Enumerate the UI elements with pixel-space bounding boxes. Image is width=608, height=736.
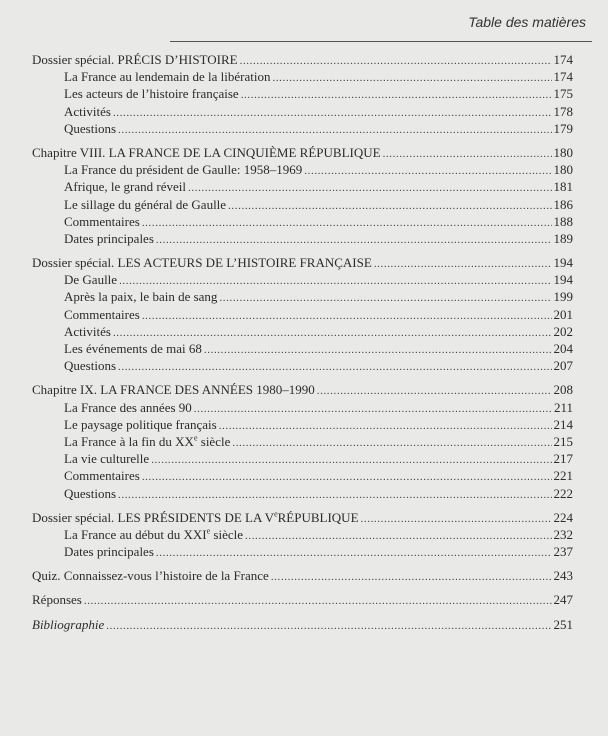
entry-title-text: La France au début du XXI: [64, 526, 207, 542]
entry-title-text: Activités: [64, 323, 111, 339]
entry-title-text: Dates principales: [64, 544, 154, 560]
entry-title-text: Questions: [64, 358, 116, 374]
page-number: 199: [553, 289, 573, 305]
table-of-contents: [32, 51, 573, 640]
toc-entry: [32, 591, 573, 608]
entry-title: [64, 450, 149, 467]
dot-leader: [156, 545, 552, 562]
entry-title: [64, 288, 217, 305]
toc-section: [32, 591, 573, 608]
dot-leader: [142, 215, 552, 232]
dot-leader: [272, 70, 551, 87]
entry-title-text: Commentaires: [64, 306, 140, 322]
toc-subentry: [32, 416, 573, 433]
dot-leader: [151, 452, 551, 469]
entry-title-text: Le sillage du général de Gaulle: [64, 196, 227, 212]
dot-leader: [383, 146, 552, 163]
entry-title: [64, 68, 270, 85]
entry-title-text: Chapitre VIII. LA FRANCE DE LA CINQUIÈME RÉPUBLIQUE: [32, 144, 381, 160]
entry-title: [64, 103, 111, 120]
page-number: 174: [553, 69, 573, 85]
page-number: 194: [553, 255, 573, 271]
entry-title-text: Dossier spécial. PRÉCIS D’HISTOIRE: [32, 52, 238, 67]
dot-leader: [219, 290, 551, 307]
toc-subentry: [32, 450, 573, 467]
entry-title: [64, 357, 116, 374]
entry-title-text: Dossier spécial. LES PRÉSIDENTS DE LA V: [32, 509, 275, 525]
toc-section: [32, 567, 573, 584]
entry-title-text: Le paysage politique français: [64, 416, 217, 432]
entry-title-text: La vie culturelle: [64, 451, 150, 467]
page-number: 174: [553, 52, 573, 67]
dot-leader: [240, 53, 552, 70]
dot-leader: [241, 87, 552, 104]
entry-title: [32, 381, 315, 398]
entry-title-text: De Gaulle: [64, 272, 118, 288]
dot-leader: [118, 359, 552, 376]
entry-title-suffix: siècle: [210, 526, 243, 542]
entry-title: [32, 144, 381, 161]
page-number: 180: [553, 162, 573, 178]
entry-title: [64, 213, 140, 230]
toc-subentry: [32, 213, 573, 230]
entry-title-text: Les événements de mai 68: [64, 341, 202, 356]
entry-title-text: Dossier spécial. LES ACTEURS DE L’HISTOIRE FRANÇAISE: [32, 255, 372, 271]
entry-title-text: Les acteurs de l’histoire française: [64, 86, 239, 102]
toc-subentry: [32, 230, 573, 247]
toc-subentry: [32, 306, 573, 323]
toc-subentry: [32, 196, 573, 213]
entry-title: [64, 433, 230, 450]
entry-title-text: Après la paix, le bain de sang: [64, 289, 218, 305]
toc-section: [32, 51, 573, 137]
page-number: 186: [553, 196, 573, 212]
page-number: 208: [553, 382, 573, 398]
entry-title-text: La France des années 90: [64, 399, 192, 415]
dot-leader: [219, 418, 552, 435]
toc-entry: [32, 144, 573, 161]
toc-entry: [32, 509, 573, 526]
toc-entry: [32, 616, 573, 633]
page-number: 215: [553, 433, 573, 449]
toc-subentry: [32, 323, 573, 340]
toc-entry: [32, 381, 573, 398]
entry-title: [64, 543, 154, 560]
entry-title: [64, 526, 243, 543]
entry-title: [64, 161, 302, 178]
header-rule: [170, 41, 592, 42]
page-number: 189: [553, 230, 573, 246]
toc-section: [32, 616, 573, 633]
toc-subentry: [32, 68, 573, 85]
toc-subentry: [32, 103, 573, 120]
dot-leader: [232, 435, 551, 452]
dot-leader: [113, 105, 552, 122]
page-number: 222: [553, 485, 573, 501]
entry-title-text: Bibliographie: [32, 616, 105, 632]
dot-leader: [118, 122, 552, 139]
page-number: 201: [553, 306, 573, 322]
dot-leader: [361, 511, 552, 528]
entry-title: [64, 467, 140, 484]
superscript: e: [193, 433, 198, 443]
dot-leader: [156, 232, 552, 249]
toc-section: [32, 144, 573, 247]
page-number: 181: [553, 179, 573, 195]
toc-subentry: [32, 178, 573, 195]
entry-title: [64, 120, 116, 137]
toc-subentry: [32, 85, 573, 102]
page-number: 207: [553, 358, 573, 374]
page-number: 221: [553, 468, 573, 484]
toc-section: [32, 509, 573, 561]
toc-subentry: [32, 340, 573, 357]
entry-title-text: Chapitre IX. LA FRANCE DES ANNÉES 1980–1990: [32, 382, 315, 398]
dot-leader: [142, 469, 552, 486]
page-number: 232: [553, 526, 573, 542]
toc-subentry: [32, 526, 573, 543]
page-number: 224: [553, 509, 573, 525]
entry-title-text: Réponses: [32, 592, 82, 608]
dot-leader: [188, 180, 551, 197]
page-number: 217: [553, 451, 573, 467]
entry-title: [64, 178, 186, 195]
page-number: 247: [553, 592, 573, 608]
toc-subentry: [32, 485, 573, 502]
page-number: 178: [553, 103, 573, 119]
page-number: 179: [553, 120, 573, 136]
toc-subentry: [32, 271, 573, 288]
dot-leader: [204, 342, 552, 359]
entry-title: [64, 306, 140, 323]
entry-title: [32, 567, 269, 584]
entry-title: [32, 509, 359, 526]
page-number: 180: [553, 144, 573, 160]
page-number: 237: [553, 544, 573, 560]
superscript: e: [274, 509, 278, 519]
dot-leader: [118, 487, 552, 504]
entry-title: [64, 399, 192, 416]
entry-title: [32, 254, 372, 271]
page-number: 243: [553, 568, 573, 584]
running-head: Table des matières: [468, 14, 586, 30]
entry-title: [64, 230, 154, 247]
entry-title: [64, 416, 217, 433]
entry-title-text: Commentaires: [64, 213, 140, 229]
toc-entry: [32, 254, 573, 271]
page-number: 251: [553, 616, 573, 632]
entry-title-text: Questions: [64, 485, 116, 501]
toc-section: [32, 381, 573, 501]
superscript: e: [206, 526, 211, 536]
entry-title-text: Activités: [64, 103, 111, 119]
toc-subentry: [32, 543, 573, 560]
entry-title-suffix: RÉPUBLIQUE: [277, 509, 359, 525]
toc-subentry: [32, 288, 573, 305]
page-number: 188: [553, 213, 573, 229]
entry-title-text: Afrique, le grand réveil: [64, 179, 187, 195]
dot-leader: [304, 163, 551, 180]
dot-leader: [142, 308, 552, 325]
entry-title: [64, 196, 226, 213]
entry-title: [64, 323, 111, 340]
toc-subentry: [32, 467, 573, 484]
dot-leader: [106, 618, 551, 635]
entry-title: [64, 340, 202, 357]
toc-subentry: [32, 120, 573, 137]
entry-title: [64, 85, 239, 102]
entry-title: [32, 591, 82, 608]
page-number: 175: [553, 86, 573, 102]
dot-leader: [84, 593, 552, 610]
toc-subentry: [32, 433, 573, 450]
toc-entry: [32, 567, 573, 584]
entry-title: [64, 485, 116, 502]
page-number: 204: [553, 341, 573, 356]
page-number: 194: [553, 272, 573, 288]
entry-title-text: Commentaires: [64, 468, 140, 484]
dot-leader: [228, 198, 551, 215]
entry-title-text: Dates principales: [64, 230, 154, 246]
entry-title-text: Questions: [64, 120, 116, 136]
dot-leader: [271, 569, 552, 586]
toc-subentry: [32, 357, 573, 374]
entry-title-text: La France à la fin du XX: [64, 433, 194, 449]
entry-title: [32, 51, 238, 68]
dot-leader: [374, 256, 552, 273]
page-number: 214: [553, 416, 573, 432]
page-number: 202: [553, 323, 573, 339]
toc-subentry: [32, 161, 573, 178]
toc-section: [32, 254, 573, 374]
dot-leader: [194, 401, 552, 418]
entry-title-text: La France du président de Gaulle: 1958–1969: [64, 162, 303, 178]
entry-title-text: La France au lendemain de la libération: [64, 69, 271, 85]
page-number: 211: [553, 399, 573, 415]
entry-title-suffix: siècle: [197, 433, 231, 449]
dot-leader: [245, 528, 552, 545]
entry-title-text: Quiz. Connaissez-vous l’histoire de la France: [32, 568, 269, 584]
entry-title: [64, 271, 117, 288]
dot-leader: [317, 383, 552, 400]
toc-subentry: [32, 399, 573, 416]
toc-entry: [32, 51, 573, 68]
entry-title: [32, 616, 104, 633]
